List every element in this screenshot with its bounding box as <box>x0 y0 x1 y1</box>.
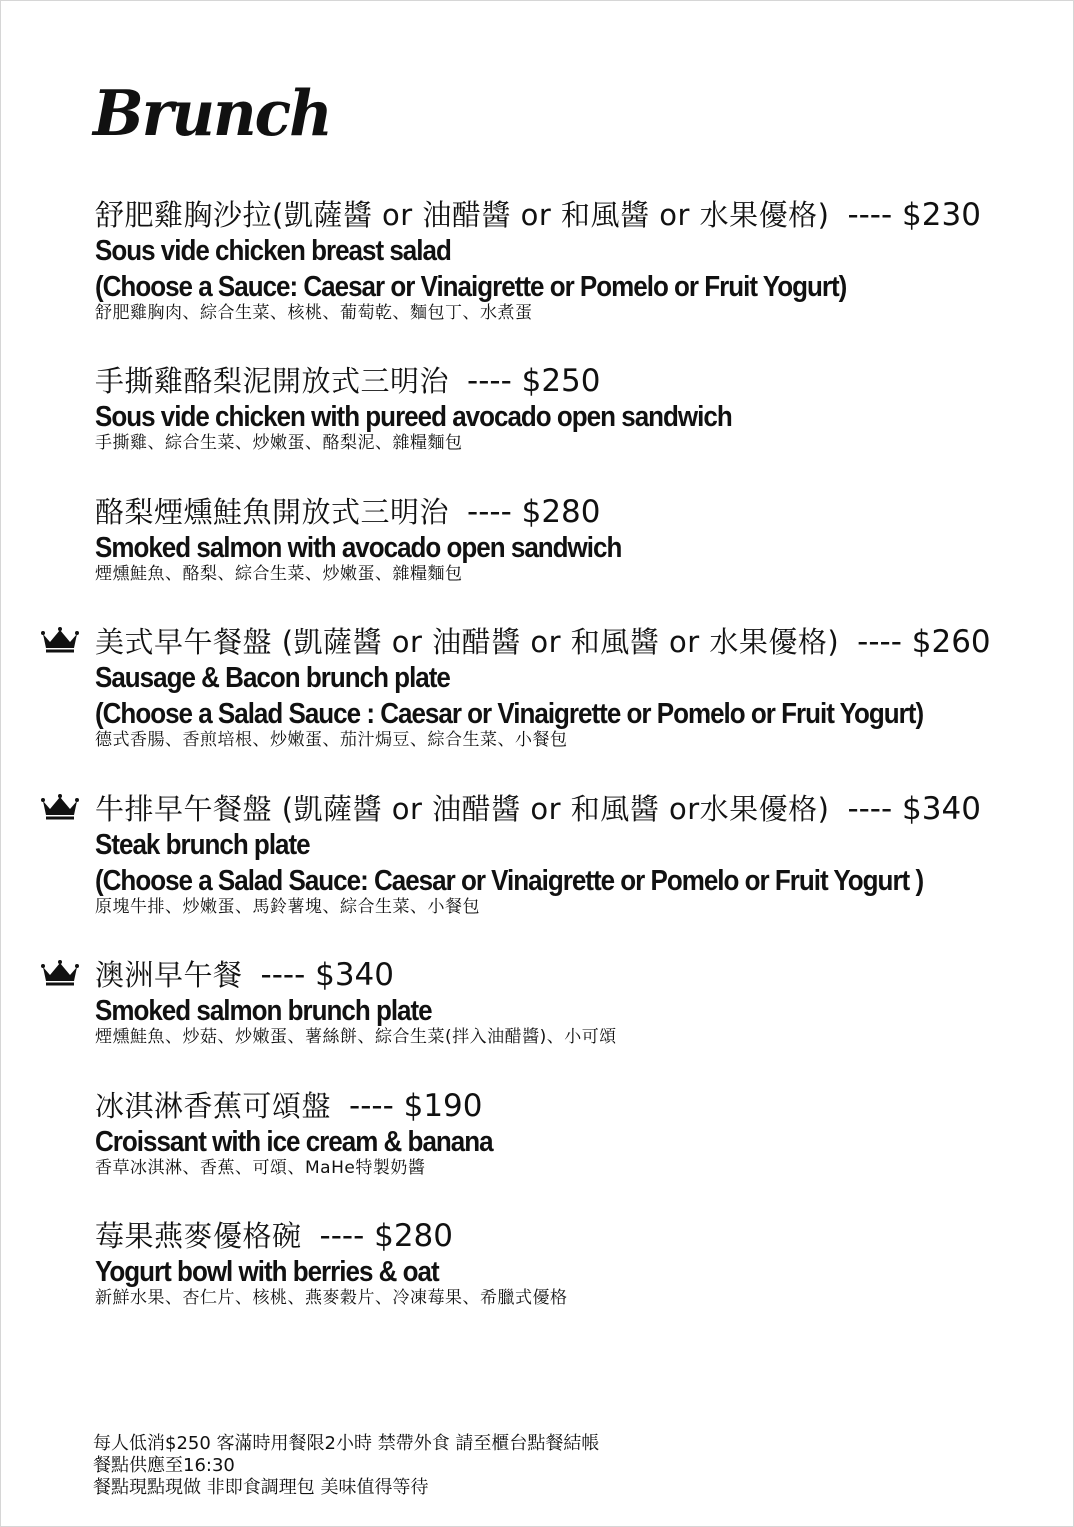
item-name-zh: 酪梨煙燻鮭魚開放式三明治 <box>95 495 450 529</box>
menu-item <box>95 359 1055 455</box>
item-price: ---- $260 <box>857 624 991 660</box>
crown-icon <box>41 793 79 821</box>
item-ingredients: 舒肥雞胸肉、綜合生菜、核桃、葡萄乾、麵包丁、水煮蛋 <box>95 303 533 323</box>
menu-item <box>95 490 1055 586</box>
item-heading <box>95 1084 1055 1122</box>
item-price: ---- $340 <box>847 791 981 827</box>
footer-line: 每人低消$250 客滿時用餐限2小時 禁帶外食 請至櫃台點餐結帳 <box>93 1433 600 1454</box>
item-name-zh: 舒肥雞胸沙拉(凱薩醬 or 油醋醬 or 和風醬 or 水果優格) <box>95 198 830 232</box>
item-ingredients: 手撕雞、綜合生菜、炒嫩蛋、酪梨泥、雜糧麵包 <box>95 433 463 453</box>
footer-line: 餐點現點現做 非即食調理包 美味值得等待 <box>93 1477 429 1498</box>
crown-icon <box>41 626 79 654</box>
menu-item <box>95 193 1055 325</box>
item-name-zh: 美式早午餐盤 (凱薩醬 or 油醋醬 or 和風醬 or 水果優格) <box>95 625 840 659</box>
menu-title: Brunch <box>93 77 331 151</box>
menu-item <box>95 953 1055 1049</box>
item-heading <box>95 953 1055 991</box>
item-ingredients: 新鮮水果、杏仁片、核桃、燕麥穀片、冷凍莓果、希臘式優格 <box>95 1288 568 1308</box>
item-name-zh: 澳洲早午餐 <box>95 958 243 992</box>
item-heading <box>95 193 1055 231</box>
item-name-zh: 牛排早午餐盤 (凱薩醬 or 油醋醬 or 和風醬 or水果優格) <box>95 792 830 826</box>
item-price: ---- $190 <box>349 1088 483 1124</box>
item-price: ---- $340 <box>260 957 395 993</box>
item-heading <box>95 620 1055 658</box>
item-sauce-options: (Choose a Salad Sauce : Caesar or Vinaigrette or Pomelo or Fruit Yogurt) <box>95 696 924 730</box>
menu-item <box>95 1214 1055 1310</box>
menu-item <box>95 1084 1055 1180</box>
item-price: ---- $280 <box>467 494 601 530</box>
item-heading <box>95 490 1055 528</box>
menu-footer <box>93 1433 599 1499</box>
item-price: ---- $250 <box>467 363 601 399</box>
item-ingredients: 煙燻鮭魚、酪梨、綜合生菜、炒嫩蛋、雜糧麵包 <box>95 564 463 584</box>
item-name-en: Sausage & Bacon brunch plate <box>95 660 450 694</box>
item-name-en: Croissant with ice cream & banana <box>95 1124 493 1158</box>
item-price: ---- $230 <box>847 197 981 233</box>
footer-line: 餐點供應至16:30 <box>93 1455 235 1476</box>
item-name-en: Smoked salmon brunch plate <box>95 993 432 1027</box>
item-name-en: Sous vide chicken with pureed avocado open sandwich <box>95 399 732 433</box>
item-ingredients: 煙燻鮭魚、炒菇、炒嫩蛋、薯絲餅、綜合生菜(拌入油醋醬)、小可頌 <box>95 1027 617 1047</box>
item-name-zh: 手撕雞酪梨泥開放式三明治 <box>95 364 450 398</box>
item-name-zh: 冰淇淋香蕉可頌盤 <box>95 1089 332 1123</box>
crown-icon <box>41 959 79 987</box>
item-name-en: Yogurt bowl with berries & oat <box>95 1254 439 1288</box>
item-sauce-options: (Choose a Sauce: Caesar or Vinaigrette or Pomelo or Fruit Yogurt) <box>95 269 847 303</box>
menu-item <box>95 787 1055 919</box>
item-heading <box>95 359 1055 397</box>
item-name-en: Steak brunch plate <box>95 827 310 861</box>
item-heading <box>95 1214 1055 1252</box>
item-ingredients: 原塊牛排、炒嫩蛋、馬鈴薯塊、綜合生菜、小餐包 <box>95 897 480 917</box>
item-sauce-options: (Choose a Salad Sauce: Caesar or Vinaigrette or Pomelo or Fruit Yogurt ) <box>95 863 924 897</box>
item-heading <box>95 787 1055 825</box>
item-price: ---- $280 <box>319 1218 454 1254</box>
item-name-en: Smoked salmon with avocado open sandwich <box>95 530 622 564</box>
item-ingredients: 香草冰淇淋、香蕉、可頌、MaHe特製奶醬 <box>95 1158 426 1178</box>
item-ingredients: 德式香腸、香煎培根、炒嫩蛋、茄汁焗豆、綜合生菜、小餐包 <box>95 730 568 750</box>
item-name-en: Sous vide chicken breast salad <box>95 233 451 267</box>
item-name-zh: 莓果燕麥優格碗 <box>95 1219 302 1253</box>
menu-item <box>95 620 1055 752</box>
